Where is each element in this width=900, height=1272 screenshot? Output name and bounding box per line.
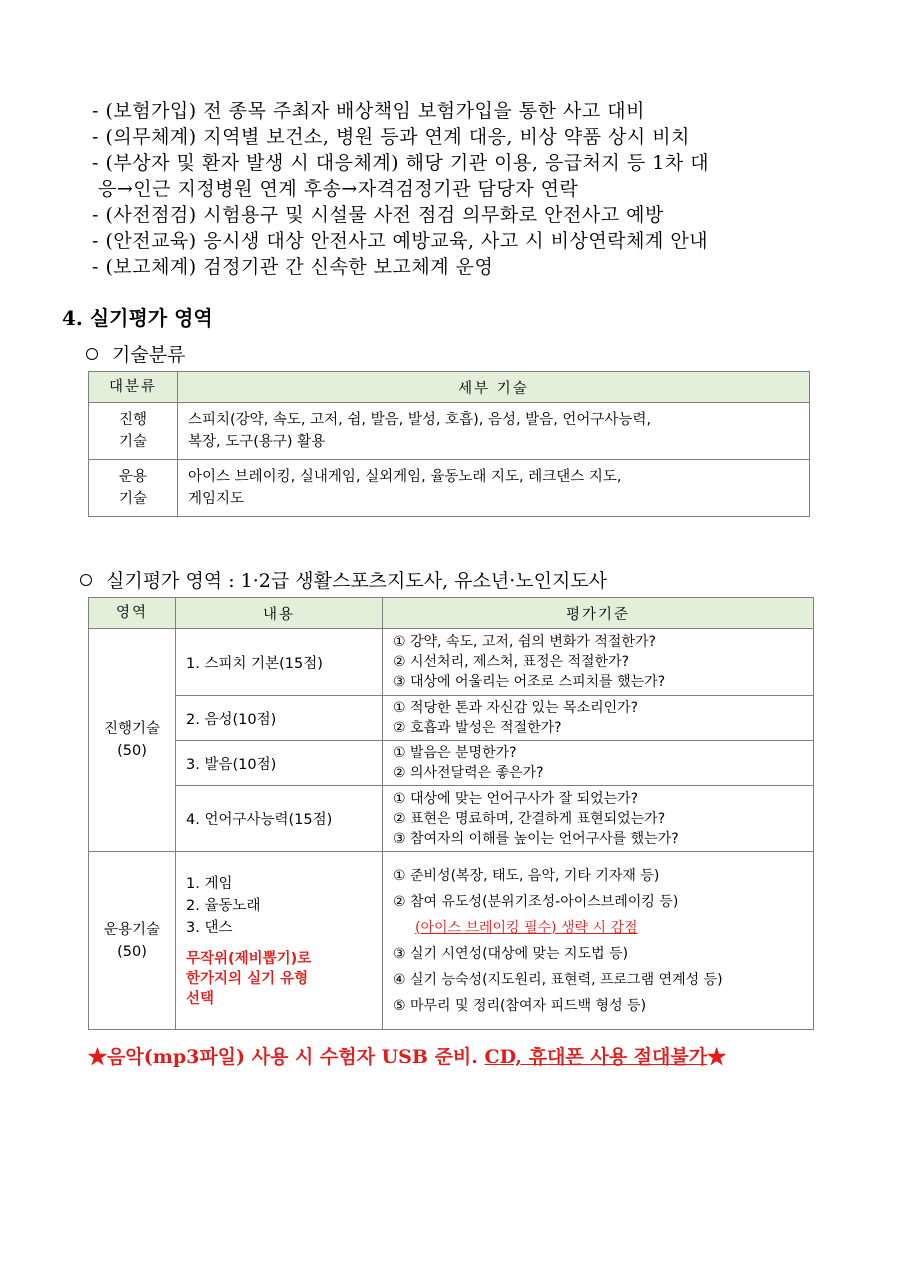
content-cell: 1. 스피치 기본(15점) — [176, 629, 383, 696]
criteria-line: ④ 실기 능숙성(지도원리, 표현력, 프로그램 연계성 등) — [393, 971, 723, 988]
random-selection-note — [186, 949, 382, 1009]
criteria-cell — [383, 629, 814, 696]
skills-header-row — [89, 372, 810, 403]
table-row — [89, 741, 814, 786]
detail-line: 복장, 도구(용구) 활용 — [188, 434, 326, 450]
criteria-line: ① 적당한 톤과 자신감 있는 목소리인가? — [393, 700, 639, 716]
criteria-cell — [383, 696, 814, 741]
category-line: 운용 — [118, 469, 147, 485]
header-criteria: 평가기준 — [383, 598, 814, 629]
criteria-line: ⑤ 마무리 및 정리(참여자 피드백 형성 등) — [393, 997, 647, 1014]
criteria-line: ① 강약, 속도, 고저, 쉼의 변화가 적절한가? — [393, 634, 656, 650]
category-line: 기술 — [118, 491, 147, 507]
area-progress — [89, 629, 176, 852]
table-row — [89, 460, 810, 517]
bullet-reporting: - (보고체계) 검정기관 간 신속한 보고체계 운영 — [92, 256, 494, 278]
eval-heading — [80, 566, 607, 593]
star-icon: ★ — [88, 1046, 108, 1068]
area-operation — [89, 852, 176, 1030]
table-row — [89, 852, 814, 1030]
bullet-insurance: - (보험가입) 전 종목 주최자 배상책임 보험가입을 통한 사고 대비 — [92, 100, 645, 122]
music-usage-notice — [88, 1042, 726, 1069]
detail-line: 스피치(강약, 속도, 고저, 쉼, 발음, 발성, 호흡), 음성, 발음, 언어구사능력, — [188, 412, 652, 428]
detail-cell — [178, 403, 810, 460]
header-detail: 세부 기술 — [178, 372, 810, 403]
evaluation-table — [88, 597, 814, 1030]
content-cell: 3. 발음(10점) — [176, 741, 383, 786]
criteria-line: ② 의사전달력은 좋은가? — [393, 765, 544, 781]
section-title: 4. 실기평가 영역 — [62, 306, 213, 330]
table-row — [89, 403, 810, 460]
bullet-inspection: - (사전점검) 시험용구 및 시설물 사전 점검 의무화로 안전사고 예방 — [92, 204, 664, 226]
detail-line: 아이스 브레이킹, 실내게임, 실외게임, 율동노래 지도, 레크댄스 지도, — [188, 469, 622, 485]
icebreaking-penalty-note: (아이스 브레이킹 필수) 생략 시 감점 — [415, 919, 638, 936]
note-line: 선택 — [186, 990, 215, 1007]
criteria-line: ① 준비성(복장, 태도, 음악, 기타 기자재 등) — [393, 867, 660, 884]
criteria-line: ③ 실기 시연성(대상에 맞는 지도법 등) — [393, 945, 629, 962]
criteria-line: ② 참여 유도성(분위기조성-아이스브레이킹 등) — [393, 893, 679, 910]
note-line: 한가지의 실기 유형 — [186, 970, 309, 987]
criteria-line: ② 호흡과 발성은 적절한가? — [393, 720, 562, 736]
detail-line: 게임지도 — [188, 491, 245, 507]
operation-item: 1. 게임 — [186, 875, 233, 892]
note-line: 무작위(제비뽑기)로 — [186, 950, 312, 967]
criteria-cell — [383, 741, 814, 786]
header-category: 대분류 — [89, 372, 178, 403]
criteria-line: ② 시선처리, 제스처, 표정은 적절한가? — [393, 654, 630, 670]
operation-item: 3. 댄스 — [186, 919, 233, 936]
area-label: 진행기술 — [103, 721, 161, 737]
criteria-line: ③ 참여자의 이해를 높이는 언어구사를 했는가? — [393, 830, 679, 847]
star-icon: ★ — [707, 1046, 727, 1068]
safety-bullet-list — [92, 98, 852, 280]
detail-cell — [178, 460, 810, 517]
bullet-education: - (안전교육) 응시생 대상 안전사고 예방교육, 사고 시 비상연락체계 안내 — [92, 230, 709, 252]
eval-header-row — [89, 598, 814, 629]
table-row — [89, 629, 814, 696]
circle-bullet-icon — [86, 348, 98, 360]
eval-heading-text: 실기평가 영역 : 1·2급 생활스포츠지도사, 유소년·노인지도사 — [106, 570, 608, 592]
bullet-response-text: - (부상자 및 환자 발생 시 대응체계) 해당 기관 이용, 응급처지 등 1차 대 — [92, 152, 710, 174]
area-score: (50) — [117, 943, 147, 960]
table-row — [89, 786, 814, 852]
criteria-line: ③ 대상에 어울리는 어조로 스피치를 했는가? — [393, 674, 666, 690]
skills-table — [88, 371, 810, 517]
circle-bullet-icon — [80, 574, 92, 586]
category-cell — [89, 460, 178, 517]
criteria-line: ② 표현은 명료하며, 간결하게 표현되었는가? — [393, 810, 666, 827]
content-cell: 2. 음성(10점) — [176, 696, 383, 741]
category-cell — [89, 403, 178, 460]
category-line: 진행 — [118, 412, 147, 428]
bullet-medical: - (의무체계) 지역별 보건소, 병원 등과 연계 대응, 비상 약품 상시 비치 — [92, 126, 690, 148]
criteria-cell — [383, 786, 814, 852]
bullet-response-continuation: 응→인근 지정병원 연계 후송→자격검정기관 담당자 연락 — [98, 178, 579, 200]
notice-text: 음악(mp3파일) 사용 시 수험자 USB 준비. — [107, 1046, 485, 1068]
area-score: (50) — [117, 743, 147, 759]
table-row — [89, 696, 814, 741]
skills-heading-text: 기술분류 — [112, 344, 186, 366]
operation-item: 2. 율동노래 — [186, 897, 261, 914]
area-label: 운용기술 — [103, 921, 161, 938]
criteria-line: ① 대상에 맞는 언어구사가 잘 되었는가? — [393, 790, 639, 807]
skills-heading — [86, 340, 185, 367]
criteria-line: ① 발음은 분명한가? — [393, 745, 517, 761]
header-content: 내용 — [176, 598, 383, 629]
notice-prohibited: CD, 휴대폰 사용 절대불가 — [484, 1046, 708, 1068]
bullet-response — [92, 150, 852, 202]
header-area: 영역 — [89, 598, 176, 629]
operation-criteria-cell — [383, 852, 814, 1030]
operation-content-cell — [176, 852, 383, 1030]
category-line: 기술 — [118, 434, 147, 450]
content-cell: 4. 언어구사능력(15점) — [176, 786, 383, 852]
